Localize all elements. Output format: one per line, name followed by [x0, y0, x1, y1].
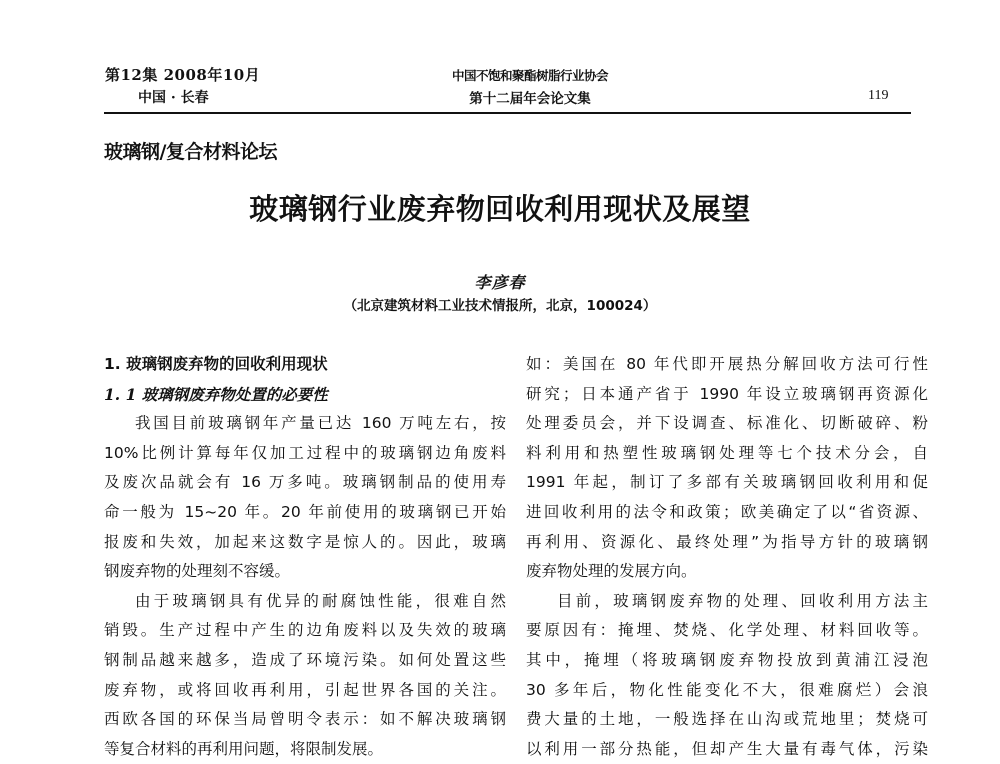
- text-line: 报废和失效，加起来这数字是惊人的。因此，玻璃: [104, 532, 506, 551]
- text-line: 10%比例计算每年仅加工过程中的玻璃钢边角废料: [104, 443, 506, 462]
- text-line: 废弃物处理的发展方向。: [526, 562, 697, 581]
- left-column: [104, 350, 506, 764]
- text-line: 及废次品就会有 16 万多吨。玻璃钢制品的使用寿: [104, 473, 506, 492]
- text-line: 费大量的土地，一般选择在山沟或荒地里；焚烧可: [526, 710, 928, 729]
- header-location: 中国 · 长春: [138, 90, 209, 106]
- text-line: 西欧各国的环保当局曾明令表示：如不解决玻璃钢: [104, 710, 506, 729]
- header-organization: 中国不饱和聚酯树脂行业协会: [451, 68, 608, 83]
- author-affiliation: （北京建筑材料工业技术情报所，北京，100024）: [343, 298, 657, 314]
- author-name: 李彦春: [474, 273, 526, 292]
- text-line: 命一般为 15~20 年。20 年前使用的玻璃钢已开始: [104, 502, 506, 521]
- text-line: 销毁。生产过程中产生的边角废料以及失效的玻璃: [104, 621, 506, 640]
- header-proceedings: 第十二届年会论文集: [469, 91, 591, 107]
- text-line: 进回收利用的法令和政策；欧美确定了以“省资源、: [526, 502, 928, 521]
- right-column: [526, 350, 928, 764]
- text-line: 1991 年起，制订了多部有关玻璃钢回收利用和促: [526, 473, 928, 492]
- page-number: 119: [868, 88, 889, 103]
- text-line: 我国目前玻璃钢年产量已达 160 万吨左右，按: [135, 414, 506, 433]
- text-line: 再利用、资源化、最终处理”为指导方针的玻璃钢: [526, 532, 928, 551]
- header-rule: [104, 112, 911, 114]
- text-line: 由于玻璃钢具有优异的耐腐蚀性能，很难自然: [135, 591, 506, 610]
- subsection-heading: 1. 1 玻璃钢废弃物处置的必要性: [104, 384, 328, 404]
- section-label: 玻璃钢/复合材料论坛: [104, 141, 277, 163]
- section-heading: 1. 玻璃钢废弃物的回收利用现状: [104, 355, 328, 373]
- text-line: 如：美国在 80 年代即开展热分解回收方法可行性: [526, 355, 928, 373]
- text-line: 钢废弃物的处理刻不容缓。: [104, 562, 291, 581]
- text-line: 研究；日本通产省于 1990 年设立玻璃钢再资源化: [526, 384, 928, 403]
- text-line: 以利用一部分热能，但却产生大量有毒气体，污染: [526, 739, 928, 758]
- paper-title: 玻璃钢行业废弃物回收利用现状及展望: [249, 192, 751, 226]
- text-line: 等复合材料的再利用问题，将限制发展。: [104, 739, 384, 758]
- text-line: 料利用和热塑性玻璃钢处理等七个技术分会，自: [526, 443, 928, 462]
- text-line: 30 多年后，物化性能变化不大，很难腐烂）会浪: [526, 680, 928, 699]
- text-line: 处理委员会，并下设调查、标准化、切断破碎、粉: [526, 414, 928, 433]
- text-line: 要原因有：掩埋、焚烧、化学处理、材料回收等。: [526, 621, 928, 640]
- text-line: 目前，玻璃钢废弃物的处理、回收利用方法主: [557, 591, 928, 610]
- text-line: 废弃物，或将回收再利用，引起世界各国的关注。: [104, 680, 506, 699]
- text-line: 其中，掩埋（将玻璃钢废弃物投放到黄浦江浸泡: [526, 650, 928, 669]
- header-issue: 第12集 2008年10月: [105, 66, 261, 84]
- text-line: 钢制品越来越多，造成了环境污染。如何处置这些: [104, 650, 506, 669]
